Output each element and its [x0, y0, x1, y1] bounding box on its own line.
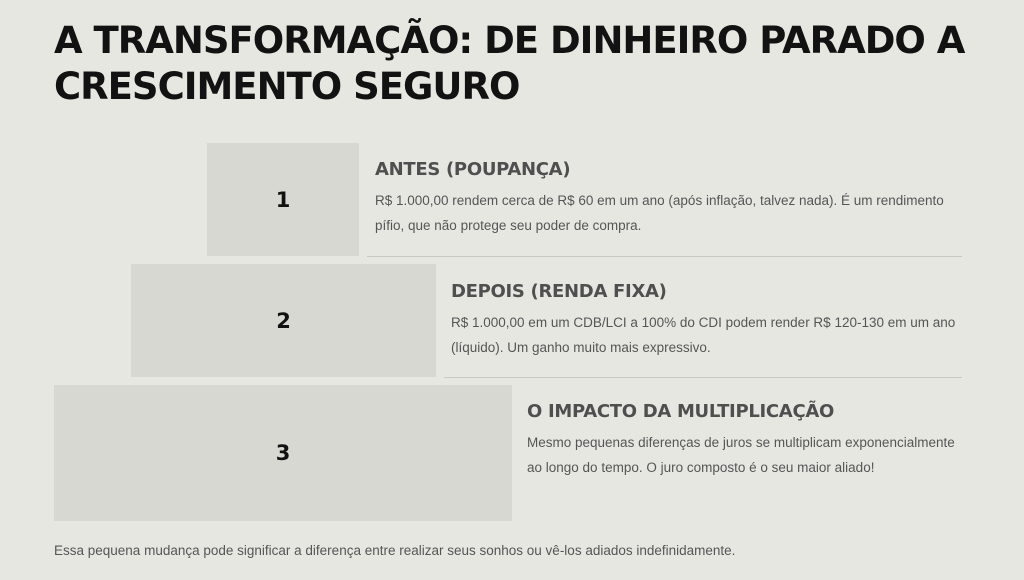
step-2-box — [131, 264, 436, 377]
step-1-heading: ANTES (POUPANÇA) — [375, 159, 571, 180]
step-2-content — [451, 280, 961, 360]
step-1-divider — [367, 256, 962, 257]
step-2-description: R$ 1.000,00 em um CDB/LCI a 100% do CDI podem render R$ 120-130 em um ano (líquido). Um ganho muito mais expressivo. — [451, 315, 956, 355]
step-2-divider — [444, 377, 962, 378]
step-2-heading: DEPOIS (RENDA FIXA) — [451, 281, 667, 302]
page-title: A TRANSFORMAÇÃO: DE DINHEIRO PARADO A CRESCIMENTO SEGURO — [54, 19, 965, 108]
step-3-content — [527, 400, 962, 480]
footer-note: Essa pequena mudança pode significar a diferença entre realizar seus sonhos ou vê-los adiados indefinidamente. — [54, 543, 736, 558]
step-1-number: 1 — [275, 187, 291, 212]
step-3-heading: O IMPACTO DA MULTIPLICAÇÃO — [527, 401, 834, 422]
step-3-box — [54, 385, 512, 521]
step-1-box — [207, 143, 359, 256]
step-3-description: Mesmo pequenas diferenças de juros se multiplicam exponencialmente ao longo do tempo. O juro composto é o seu maior aliado! — [527, 435, 955, 475]
step-3-number: 3 — [275, 441, 291, 465]
step-1-description: R$ 1.000,00 rendem cerca de R$ 60 em um ano (após inflação, talvez nada). É um rendimento pífio, que não protege seu poder de compra. — [375, 193, 944, 233]
step-1-content — [375, 158, 960, 238]
step-2-number: 2 — [276, 308, 291, 333]
